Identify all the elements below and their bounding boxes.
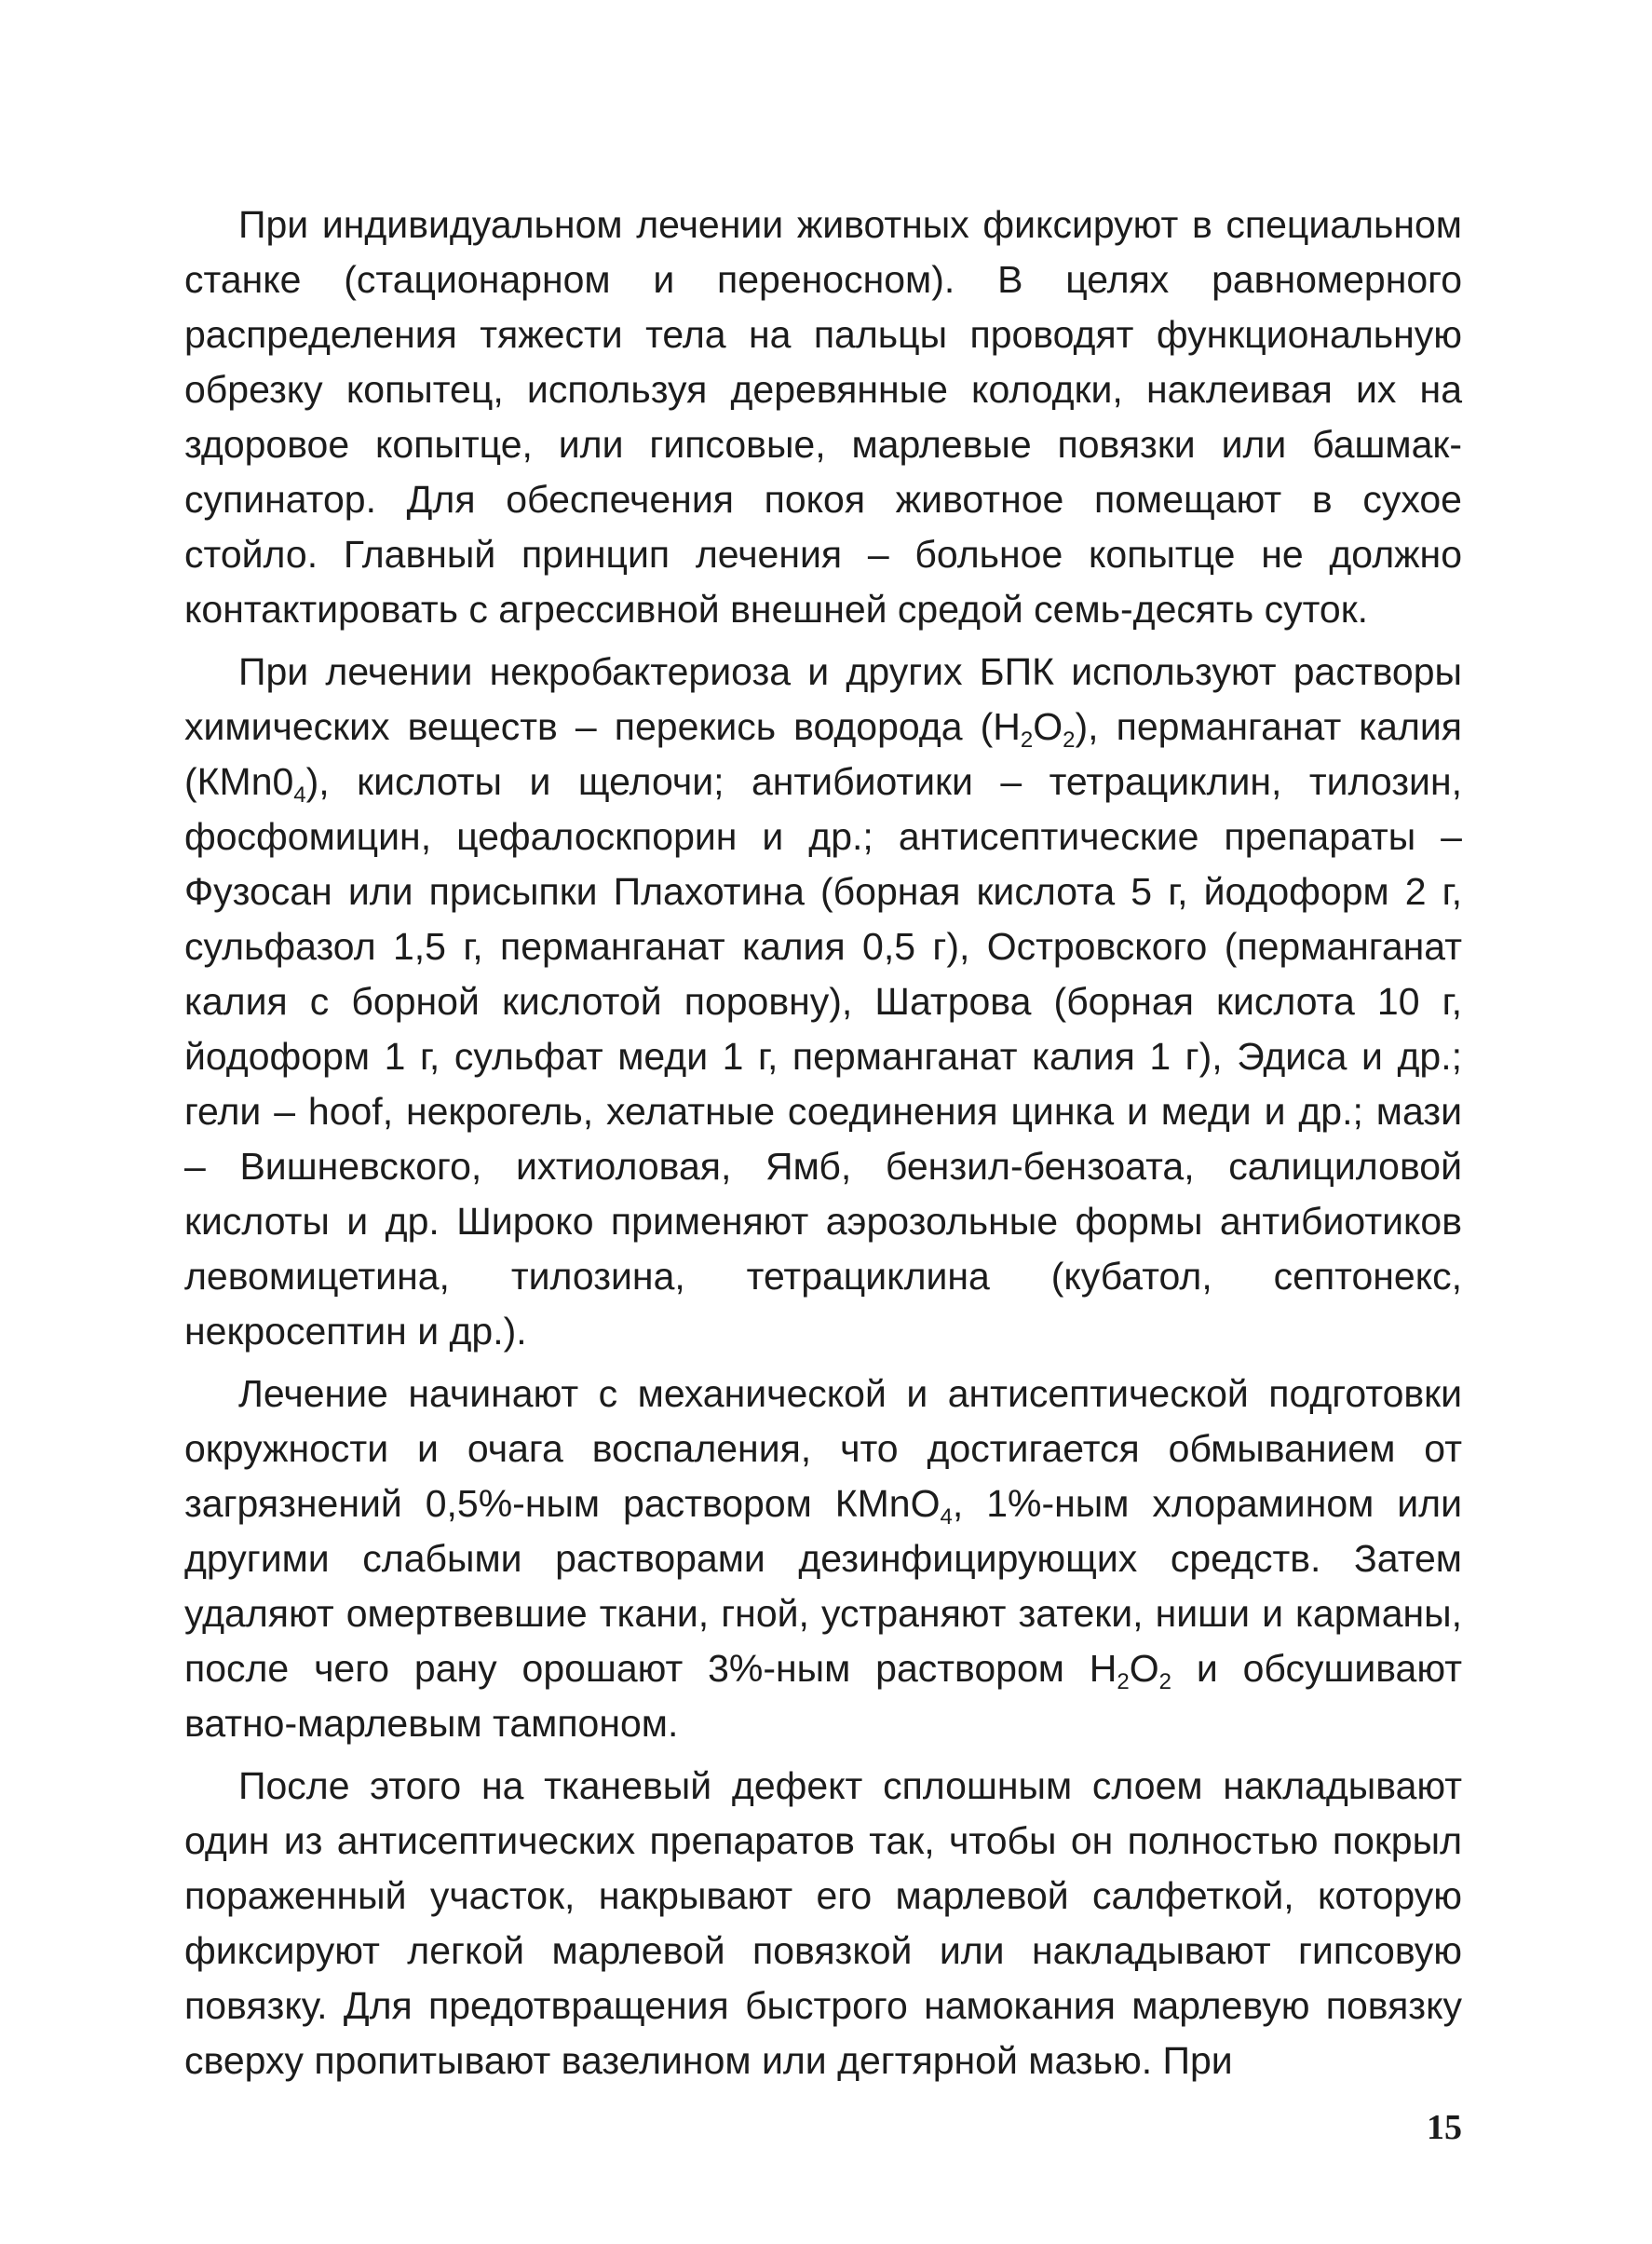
paragraph-1: При индивидуальном лечении животных фиксируют в специальном станке (стационарном и переносном). В целях равномерного распределения тяжести тела на пальцы проводят функциональную обрезку копытец, используя деревянные колодки, наклеивая их на здоровое копытце, или гипсовые, марлевые повязки или башмак-супинатор. Для обеспечения покоя животное помещают в сухое стойло. Главный принцип лечения – больное копытце не должно контактировать с агрессивной внешней средой семь-десять суток. <box>184 203 1462 631</box>
formula-subscript: 2 <box>1158 1669 1172 1694</box>
paragraph-4: После этого на тканевый дефект сплошным слоем накладывают один из антисептических препаратов так, чтобы он полностью покрыл пораженный участок, накрывают его марлевой салфеткой, которую фиксируют легкой марлевой повязкой или накладывают гипсовую повязку. Для предотвращения быстрого намокания марлевую повязку сверху пропитывают вазелином или дегтярной мазью. При <box>184 1764 1462 2082</box>
formula-subscript: 4 <box>940 1504 953 1530</box>
paragraph-2: При лечении некробактериоза и других БПК используют растворы химических веществ – перекись водорода $(H_2O_2)$, перманганат калия $(КMn0_4)$, кислоты и щелочи; антибиотики – тетрациклин, тилозин, фосфомицин, цефалоскпорин и др.; антисептические препараты – Фузосан или присыпки Плахотина (борная кислота 5 г, йодоформ 2 г, сульфазол 1,5 г, перманганат калия 0,5 г), Островского (перманганат калия с борной кислотой поровну), Шатрова (борная кислота 10 г, йодоформ 1 г, сульфат меди 1 г, перманганат калия 1 г), Эдиса и др.; гели – hoof, некрогель, хелатные соединения цинка и меди и др.; мази – Вишневского, ихтиоловая, Ямб, бензил-бензоата, салициловой кислоты и др. Широко применяют аэрозольные формы антибиотиков левомицетина, тилозина, тетрациклина (кубатол, септонекс, некросептин и др.). <box>184 650 1462 1353</box>
paragraph-3: Лечение начинают с механической и антисептической подготовки окружности и очага воспаления, что достигается обмыванием от загрязнений 0,5%-ным раствором КMnO$_4$, 1%-ным хлорамином или другими слабыми растворами дезинфицирующих средств. Затем удаляют омертвевшие ткани, гной, устраняют затеки, ниши и карманы, после чего рану орошают 3%-ным раствором $H_2O_2$ и обсушивают ватно-марлевым тампоном. <box>184 1372 1462 1745</box>
formula-subscript: 4 <box>293 782 306 808</box>
formula-subscript: 2 <box>1063 728 1076 753</box>
formula-subscript: 2 <box>1020 728 1034 753</box>
page-number: 15 <box>1427 2108 1462 2147</box>
formula-subscript: 2 <box>1117 1669 1130 1694</box>
page-body <box>184 197 1462 2096</box>
